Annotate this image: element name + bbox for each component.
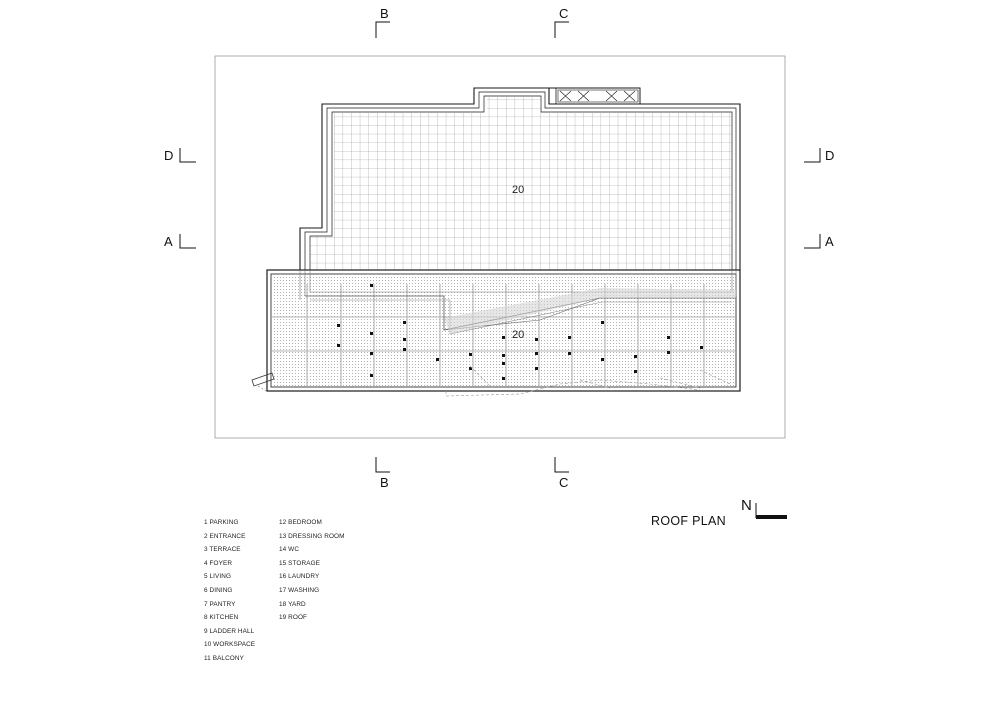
section-marker-a-left — [164, 234, 196, 249]
legend-item: 3 TERRACE — [204, 546, 241, 554]
section-marker-d-right-letter: D — [825, 148, 835, 163]
legend-item: 8 KITCHEN — [204, 614, 239, 622]
section-marker-b-bottom-letter: B — [380, 475, 389, 490]
section-marker-b-bottom — [376, 457, 390, 490]
section-marker-d-left — [164, 148, 196, 163]
section-marker-a-left-letter: A — [164, 234, 173, 249]
legend-item: 7 PANTRY — [204, 600, 236, 608]
legend-item: 5 LIVING — [204, 573, 232, 581]
legend-item: 12 BEDROOM — [279, 519, 322, 526]
legend-item: 17 WASHING — [279, 586, 320, 594]
section-marker-a-right-letter: A — [825, 234, 834, 249]
legend-item: 10 WORKSPACE — [204, 641, 256, 649]
legend-item: 13 DRESSING ROOM — [279, 532, 345, 540]
lower-roof-label: 20 — [512, 329, 525, 341]
legend-item: 11 BALCONY — [204, 654, 244, 662]
legend-column-1 — [204, 516, 255, 666]
section-marker-d-right — [804, 148, 834, 163]
legend-item: 6 DINING — [204, 586, 233, 594]
legend-item: 15 STORAGE — [279, 559, 321, 567]
skylight — [556, 88, 640, 104]
section-marker-c-bottom — [555, 457, 569, 490]
section-marker-d-left-letter: D — [164, 148, 174, 163]
legend-item: 1 PARKING — [204, 519, 239, 526]
upper-roof-label: 20 — [512, 184, 525, 196]
legend-item: 16 LAUNDRY — [279, 573, 320, 581]
legend-column-2 — [279, 516, 345, 625]
north-arrow-icon — [756, 503, 787, 519]
legend-item: 14 WC — [279, 546, 300, 554]
section-marker-c-bottom-letter: C — [559, 475, 569, 490]
legend-item: 4 FOYER — [204, 559, 233, 567]
legend-item: 9 LADDER HALL — [204, 627, 255, 635]
section-marker-a-right — [804, 234, 834, 249]
legend-item: 2 ENTRANCE — [204, 532, 246, 540]
legend-item: 18 YARD — [279, 600, 306, 608]
section-marker-c-top — [555, 6, 569, 38]
section-marker-c-top-letter: C — [559, 6, 569, 21]
north-label: N — [741, 497, 752, 514]
legend-item: 19 ROOF — [279, 614, 308, 622]
drawing-title: ROOF PLAN — [651, 514, 726, 528]
section-marker-b-top-letter: B — [380, 6, 389, 21]
section-marker-b-top — [376, 6, 390, 38]
